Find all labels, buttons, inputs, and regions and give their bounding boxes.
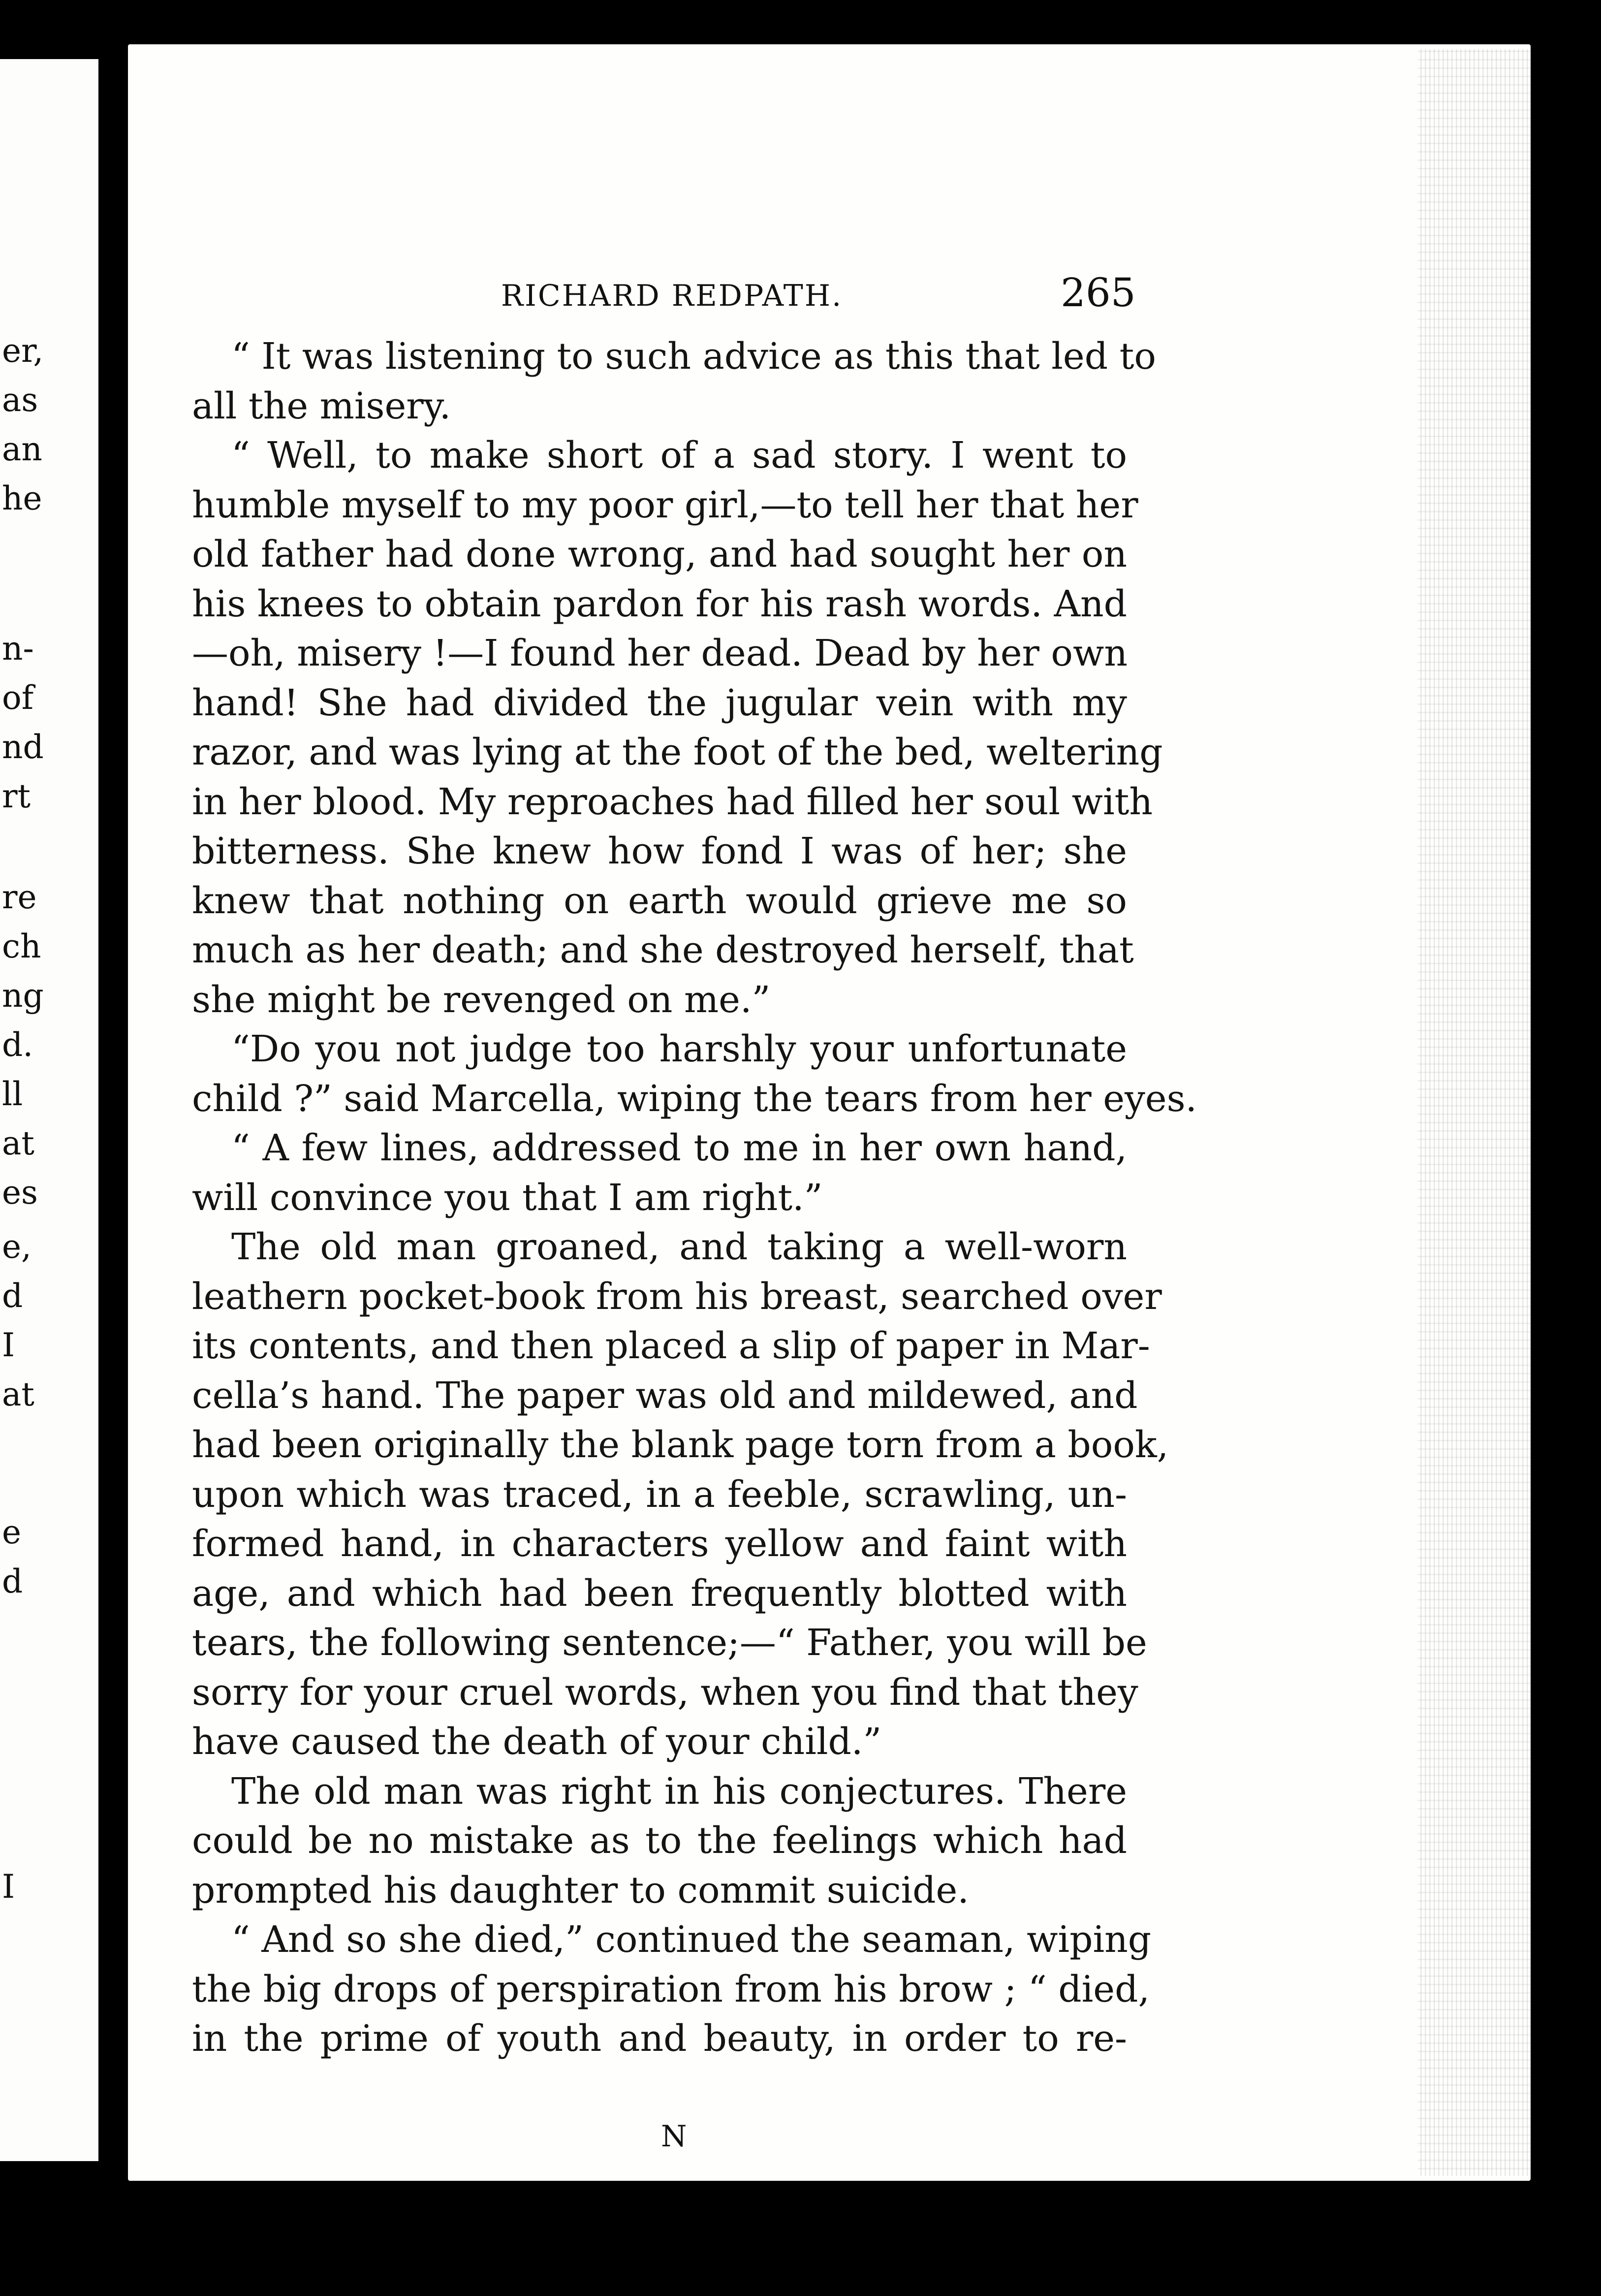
text-line: “ Well, to make short of a sad story. I went to [231,434,1127,477]
text-line: in the prime of youth and beauty, in order to re- [192,2017,1127,2060]
book-gutter [98,59,128,2161]
text-line: cella’s hand. The paper was old and mildewed, and [192,1374,1138,1417]
body-text [192,332,1197,2064]
text-line: “ And so she died,” continued the seaman, wiping [231,1918,1152,1961]
text-line: she might be revenged on me.” [192,978,771,1021]
left-page-fragment: d [2,1277,23,1315]
text-line: much as her death; and she destroyed herself, that [192,929,1134,971]
text-line: child ?” said Marcella, wiping the tears from her eyes. [192,1077,1197,1120]
text-line: have caused the death of your child.” [192,1721,882,1763]
text-line: “ It was listening to such advice as this that led to [231,335,1156,378]
text-line: humble myself to my poor girl,—to tell her that her [192,483,1138,526]
running-head: RICHARD REDPATH. [501,279,843,313]
text-line: age, and which had been frequently blotted with [192,1572,1127,1615]
text-line: “Do you not judge too harshly your unfortunate [231,1028,1127,1070]
text-line: his knees to obtain pardon for his rash words. And [192,582,1127,625]
left-page-fragment: of [2,679,34,717]
text-line: all the misery. [192,384,451,427]
text-line: bitterness. She knew how fond I was of her; she [192,830,1127,872]
text-line: old father had done wrong, and had sought her on [192,533,1127,575]
text-line: —oh, misery !—I found her dead. Dead by her own [192,632,1128,674]
left-page-strip [0,59,98,2161]
left-page-fragment: ll [2,1075,23,1113]
text-line: had been originally the blank page torn from a book, [192,1424,1169,1466]
text-line: sorry for your cruel words, when you find that they [192,1671,1138,1714]
text-line: will convince you that I am right.” [192,1176,823,1219]
left-page-fragment: he [2,479,42,517]
left-page-fragment: I [2,1868,15,1906]
left-page-fragment: at [2,1124,34,1162]
left-page-fragment: an [2,430,42,468]
left-page-fragment: rt [2,777,31,815]
text-line: upon which was traced, in a feeble, scrawling, un- [192,1473,1127,1516]
left-page-fragment: as [2,381,38,419]
page-fore-edge [1417,49,1575,2176]
page-number: 265 [1061,270,1136,316]
text-line: in her blood. My reproaches had filled her soul with [192,780,1153,823]
left-page-fragment: at [2,1375,34,1413]
left-page-fragment: n- [2,630,34,668]
left-page-fragment: es [2,1174,38,1212]
text-line: leathern pocket-book from his breast, searched over [192,1275,1162,1318]
left-page-fragment: e [2,1513,22,1551]
left-page-fragment: re [2,878,37,916]
left-page-fragment: ng [2,977,44,1015]
text-line: tears, the following sentence;—“ Father, you will be [192,1622,1147,1664]
text-line: The old man was right in his conjectures. There [231,1770,1127,1813]
left-page-fragment: er, [2,332,44,370]
text-line: prompted his daughter to commit suicide. [192,1869,969,1912]
text-line: formed hand, in characters yellow and faint with [192,1523,1127,1565]
text-line: “ A few lines, addressed to me in her own hand, [231,1127,1127,1169]
page-header [128,270,1531,333]
left-page-fragment: ch [2,927,41,965]
text-line: The old man groaned, and taking a well-worn [231,1226,1127,1268]
text-line: hand! She had divided the jugular vein with my [192,681,1127,724]
text-line: the big drops of perspiration from his brow ; “ died, [192,1968,1150,2010]
text-line: knew that nothing on earth would grieve me so [192,879,1127,922]
left-page-fragment: nd [2,728,44,766]
left-page-fragment: e, [2,1228,32,1266]
text-line: could be no mistake as to the feelings which had [192,1819,1127,1862]
left-page-fragment: I [2,1326,15,1364]
left-page-fragment: d [2,1563,23,1600]
signature-mark: N [661,2119,687,2154]
book-page [128,44,1531,2181]
left-page-fragment: d. [2,1026,33,1064]
text-line: razor, and was lying at the foot of the bed, weltering [192,731,1163,773]
text-line: its contents, and then placed a slip of paper in Mar- [192,1325,1150,1367]
